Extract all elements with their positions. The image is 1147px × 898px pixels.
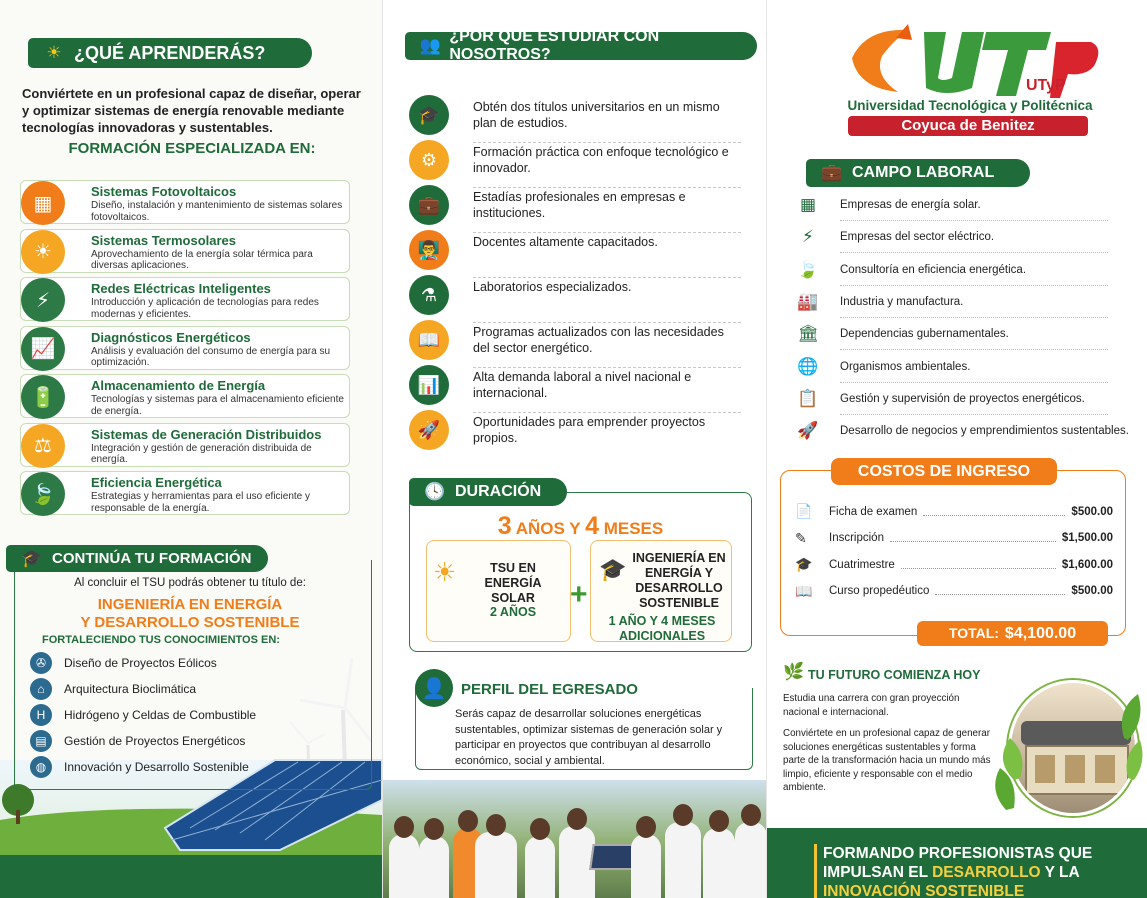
plus-icon: + bbox=[570, 578, 588, 611]
teacher-icon: 👨‍🏫 bbox=[409, 230, 449, 270]
cost-row: 📖 Curso propedéutico $500.00 bbox=[795, 582, 1113, 599]
briefcase-icon: 💼 bbox=[821, 163, 843, 182]
tsu-card: ☀ TSU EN ENERGÍA SOLAR 2 AÑOS bbox=[426, 540, 571, 642]
panel-por-que bbox=[382, 0, 767, 898]
document-icon: 📄 bbox=[795, 503, 813, 519]
graduation-cap-icon: 🎓 bbox=[599, 557, 627, 582]
svg-text:UTyP: UTyP bbox=[1026, 77, 1066, 94]
futuro-heading: TU FUTURO COMIENZA HOY bbox=[808, 668, 981, 682]
briefcase-icon: 💼 bbox=[409, 185, 449, 225]
campo-item: 🌐 Organismos ambientales. bbox=[795, 353, 1115, 381]
continua-subtitle: Al concluir el TSU podrás obtener tu título de: bbox=[74, 577, 306, 589]
growth-chart-icon: 📊 bbox=[409, 365, 449, 405]
spec-item: ⚡ Redes Eléctricas Inteligentes Introducción y aplicación de tecnologías para redes modernas y eficientes. bbox=[20, 277, 350, 321]
graduation-cap-icon: 🎓 bbox=[409, 95, 449, 135]
campo-item: 🍃 Consultoría en eficiencia energética. bbox=[795, 256, 1115, 284]
campo-item: 🏭 Industria y manufactura. bbox=[795, 288, 1115, 316]
panel-que-aprenderas bbox=[0, 0, 382, 898]
why-item: 📖 Programas actualizados con las necesidades del sector energético. bbox=[405, 320, 745, 364]
campo-laboral-heading: 💼 CAMPO LABORAL bbox=[806, 159, 1030, 187]
spec-heading: FORMACIÓN ESPECIALIZADA EN: bbox=[68, 140, 316, 157]
continua-degree-title: INGENIERÍA EN ENERGÍA Y DESARROLLO SOSTENIBLE bbox=[80, 596, 300, 631]
continua-item: H Hidrógeno y Celdas de Combustible bbox=[30, 704, 256, 726]
total-badge: TOTAL: $4,100.00 bbox=[917, 621, 1108, 646]
house-icon: ⌂ bbox=[30, 678, 52, 700]
globe-icon: 🌐 bbox=[797, 356, 819, 376]
why-item: ⚗ Laboratorios especializados. bbox=[405, 275, 745, 319]
rocket-icon: 🚀 bbox=[797, 421, 819, 441]
continua-item: ◍ Innovación y Desarrollo Sostenible bbox=[30, 756, 249, 778]
clipboard-icon: 📋 bbox=[797, 388, 819, 408]
person-icon: 👤 bbox=[415, 669, 453, 707]
spec-item: ⚖ Sistemas de Generación Distribuidos Integración y gestión de generación distribuida de energía. bbox=[20, 423, 350, 467]
fortaleciendo-heading: FORTALECIENDO TUS CONOCIMIENTOS EN: bbox=[42, 634, 280, 646]
cost-row: 📄 Ficha de examen $500.00 bbox=[795, 503, 1113, 519]
graduation-cap-icon: 🎓 bbox=[795, 556, 813, 572]
leaf-icon: 🌿 bbox=[783, 662, 805, 681]
rocket-icon: 🚀 bbox=[409, 410, 449, 450]
bottom-band bbox=[0, 855, 382, 898]
graduation-cap-icon: 🎓 bbox=[21, 548, 43, 568]
pencil-icon: ✎ bbox=[795, 529, 807, 546]
solar-panel-icon: ▦ bbox=[799, 195, 817, 214]
costos-box bbox=[780, 470, 1126, 636]
why-item: 🎓 Obtén dos títulos universitarios en un mismo plan de estudios. bbox=[405, 95, 745, 139]
hydrogen-icon: H bbox=[30, 704, 52, 726]
continua-heading: 🎓 CONTINÚA TU FORMACIÓN bbox=[6, 545, 268, 572]
futuro-paragraph-1: Estudia una carrera con gran proyección nacional e internacional. bbox=[783, 693, 960, 718]
government-icon: 🏛 bbox=[797, 324, 819, 344]
continua-item: ▤ Gestión de Proyectos Energéticos bbox=[30, 730, 245, 752]
battery-icon: 🔋 bbox=[21, 375, 65, 419]
leaf-icon: 🍃 bbox=[797, 259, 819, 279]
why-item: 💼 Estadías profesionales en empresas e instituciones. bbox=[405, 185, 745, 229]
continua-item: ⌂ Arquitectura Bioclimática bbox=[30, 678, 196, 700]
why-item: 🚀 Oportunidades para emprender proyectos propios. bbox=[405, 410, 745, 454]
cost-row: 🎓 Cuatrimestre $1,600.00 bbox=[795, 556, 1113, 572]
why-item: ⚙ Formación práctica con enfoque tecnológico e innovador. bbox=[405, 140, 745, 184]
wind-turbine-icon: ✇ bbox=[30, 652, 52, 674]
closing-banner: FORMANDO PROFESIONISTAS QUE IMPULSAN EL DESARROLLO Y LA INNOVACIÓN SOSTENIBLE bbox=[767, 828, 1147, 898]
por-que-heading: 👥 ¿POR QUÉ ESTUDIAR CON NOSOTROS? bbox=[405, 32, 757, 60]
book-icon: 📖 bbox=[795, 582, 813, 599]
students-photo bbox=[383, 780, 767, 898]
spec-item: ▦ Sistemas Fotovoltaicos Diseño, instalación y mantenimiento de sistemas solares fotovoltaicos. bbox=[20, 180, 350, 224]
sun-icon: ☀ bbox=[433, 557, 457, 587]
factory-icon: 🏭 bbox=[797, 291, 819, 311]
perfil-text: Serás capaz de desarrollar soluciones energéticas sustentables, optimizar sistemas de generación solar y participar en proyectos que contribuyan al desarrollo económico, social y ambiental. bbox=[455, 708, 723, 767]
duracion-total: 3 AÑOS Y 4 MESES bbox=[497, 512, 664, 540]
campo-item: ⚡ Empresas del sector eléctrico. bbox=[795, 223, 1115, 251]
campus-name: Coyuca de Benitez bbox=[848, 116, 1088, 136]
clipboard-icon: ▤ bbox=[30, 730, 52, 752]
campo-item: 📋 Gestión y supervisión de proyectos energéticos. bbox=[795, 385, 1115, 413]
university-name: Universidad Tecnológica y Politécnica bbox=[847, 98, 1093, 113]
power-tower-icon: ⚡ bbox=[21, 278, 65, 322]
spec-item: 🍃 Eficiencia Energética Estrategias y herramientas para el uso eficiente y responsable de la energía. bbox=[20, 471, 350, 515]
network-icon: ⚖ bbox=[21, 424, 65, 468]
perfil-heading: PERFIL DEL EGRESADO bbox=[461, 681, 638, 698]
duracion-heading: 🕓 DURACIÓN bbox=[409, 478, 567, 506]
leaf-icon: 🍃 bbox=[21, 472, 65, 516]
ingenieria-card: 🎓 INGENIERÍA EN ENERGÍA Y DESARROLLO SOSTENIBLE 1 AÑO Y 4 MESES ADICIONALES bbox=[590, 540, 732, 642]
solar-panel-icon: ▦ bbox=[21, 181, 65, 225]
futuro-paragraph-2: Conviértete en un profesional capaz de generar soluciones energéticas sustentables y forma parte de la transformación hacia un mundo más limpio, eficiente y responsable con el medio ambiente. bbox=[783, 728, 991, 793]
costos-heading: COSTOS DE INGRESO bbox=[831, 458, 1057, 485]
leaves-decoration bbox=[988, 680, 1147, 830]
clock-icon: 🕓 bbox=[424, 482, 446, 501]
campo-item: 🏛 Dependencias gubernamentales. bbox=[795, 320, 1115, 348]
chart-icon: 📈 bbox=[21, 327, 65, 371]
spec-item: 🔋 Almacenamiento de Energía Tecnologías y sistemas para el almacenamiento eficiente de energía. bbox=[20, 374, 350, 418]
book-icon: 📖 bbox=[409, 320, 449, 360]
university-logo bbox=[846, 18, 1102, 100]
campo-item: ▦ Empresas de energía solar. bbox=[795, 191, 1115, 219]
gear-icon: ⚙ bbox=[409, 140, 449, 180]
sun-icon: ☀ bbox=[21, 230, 65, 274]
que-aprenderas-heading: ☀ ¿QUÉ APRENDERÁS? bbox=[28, 38, 312, 68]
people-icon: 👥 bbox=[419, 36, 441, 55]
sun-icon: ☀ bbox=[46, 43, 62, 62]
spec-item: ☀ Sistemas Termosolares Aprovechamiento de la energía solar térmica para diversas aplicaciones. bbox=[20, 229, 350, 273]
campo-item: 🚀 Desarrollo de negocios y emprendimientos sustentables. bbox=[795, 417, 1115, 445]
lightning-icon: ⚡ bbox=[802, 227, 814, 247]
why-item: 👨‍🏫 Docentes altamente capacitados. bbox=[405, 230, 745, 274]
why-item: 📊 Alta demanda laboral a nivel nacional e internacional. bbox=[405, 365, 745, 409]
spec-item: 📈 Diagnósticos Energéticos Análisis y evaluación del consumo de energía para su optimización. bbox=[20, 326, 350, 370]
continua-item: ✇ Diseño de Proyectos Eólicos bbox=[30, 652, 217, 674]
flask-icon: ⚗ bbox=[409, 275, 449, 315]
intro-text: Conviértete en un profesional capaz de diseñar, operar y optimizar sistemas de energía renovable mediante tecnologías innovadoras y sustentables. bbox=[22, 86, 361, 135]
cost-row: ✎ Inscripción $1,500.00 bbox=[795, 529, 1113, 546]
globe-icon: ◍ bbox=[30, 756, 52, 778]
